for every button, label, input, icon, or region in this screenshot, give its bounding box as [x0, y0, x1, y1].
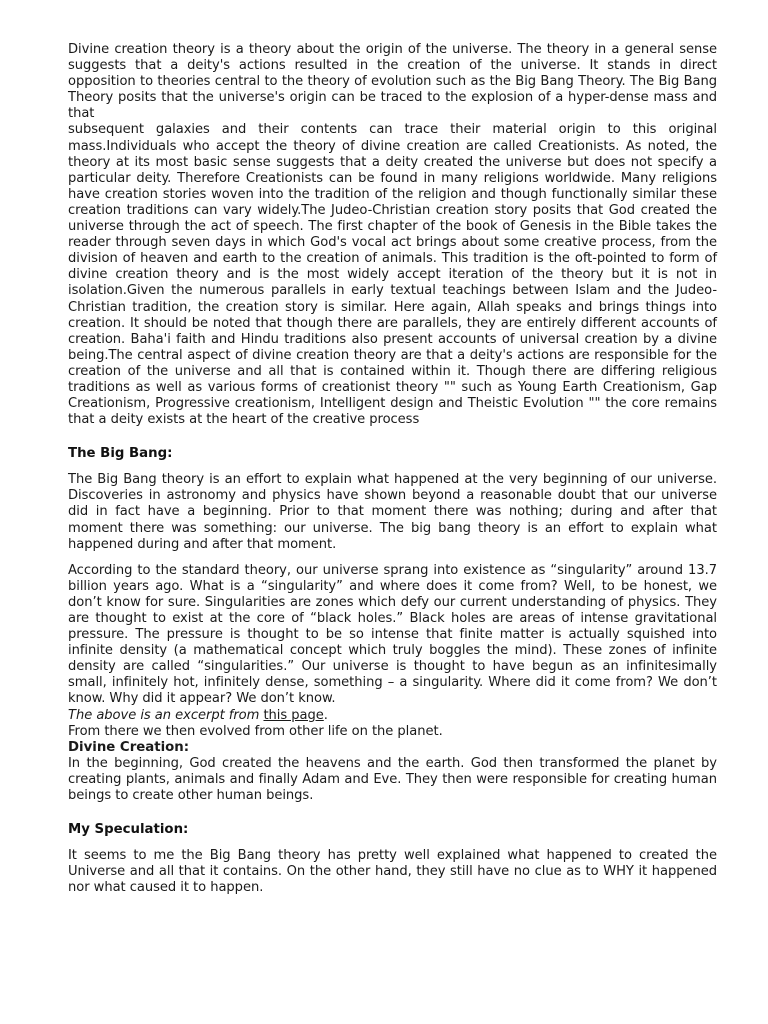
big-bang-heading: The Big Bang:	[68, 446, 173, 462]
intro-paragraph-2: subsequent galaxies and their contents can trace their material origin to this original mass.Individuals who accept the theory of divine creation are called Creationists. As noted, the theory at its most basic sense suggests that a deity created the universe but does not specify a particular deity. Therefore Creationists can be found in many religions worldwide. Many religions have creation stories woven into the tradition of the religion and though functionally similar these creation traditions can vary widely.The Judeo-Christian creation story posits that God created the universe through the act of speech. The first chapter of the book of Genesis in the Bible takes the reader through seven days in which God's vocal act brings about some creative process, from the division of heaven and earth to the creation of animals. This tradition is the oft-pointed to form of divine creation theory and is the most widely accept iteration of the theory but it is not in isolation.Given the numerous parallels in early textual teachings between Islam and the Judeo-Christian tradition, the creation story is similar. Here again, Allah speaks and brings things into creation. It should be noted that though there are parallels, they are entirely different accounts of creation. Baha'i faith and Hindu traditions also present accounts of universal creation by a divine being.The central aspect of divine creation theory are that a deity's actions are responsible for the creation of the universe and all that is contained within it. Though there are differing religious traditions as well as various forms of creationist theory "" such as Young Earth Creationism, Gap Creationism, Progressive creationism, Intelligent design and Theistic Evolution "" the core remains that a deity exists at the heart of the creative process	[68, 122, 717, 428]
my-speculation-heading: My Speculation:	[68, 822, 189, 838]
big-bang-paragraph-2: According to the standard theory, our universe sprang into existence as “singularity” around 13.7 billion years ago. What is a “singularity” and where does it come from? Well, to be honest, we don’t know for sure. Singularities are zones which defy our current understanding of physics. They are thought to exist at the core of “black holes.” Black holes are areas of intense gravitational pressure. The pressure is thought to be so intense that finite matter is actually squished into infinite density (a mathematical concept which truly boggles the mind). These zones of infinite density are called “singularities.” Our universe is thought to have begun as an infinitesimally small, infinitely hot, infinitely dense, something – a singularity. Where did it come from? We don’t know. Why did it appear? We don’t know.	[68, 562, 717, 707]
evolved-line: From there we then evolved from other life on the planet.	[68, 723, 443, 739]
excerpt-prefix: The above is an excerpt from	[68, 707, 260, 723]
excerpt-suffix: .	[323, 707, 328, 723]
divine-creation-paragraph: In the beginning, God created the heavens and the earth. God then transformed the planet by creating plants, animals and finally Adam and Eve. They then were responsible for creating human beings to create other human beings.	[68, 755, 717, 804]
document-page	[68, 42, 717, 896]
intro-paragraph-1: Divine creation theory is a theory about the origin of the universe. The theory in a general sense suggests that a deity's actions resulted in the creation of the universe. It stands in direct opposition to theories central to the theory of evolution such as the Big Bang Theory. The Big Bang Theory posits that the universe's origin can be traced to the explosion of a hyper-dense mass and that	[68, 42, 717, 122]
excerpt-note	[68, 708, 717, 724]
this-page-link[interactable]: this page	[263, 707, 324, 723]
divine-creation-heading: Divine Creation:	[68, 739, 190, 755]
big-bang-paragraph-1: The Big Bang theory is an effort to explain what happened at the very beginning of our universe. Discoveries in astronomy and physics have shown beyond a reasonable doubt that our universe did in fact have a beginning. Prior to that moment there was nothing; during and after that moment there was something: our universe. The big bang theory is an effort to explain what happened during and after that moment.	[68, 472, 717, 552]
my-speculation-paragraph: It seems to me the Big Bang theory has pretty well explained what happened to created the Universe and all that it contains. On the other hand, they still have no clue as to WHY it happened nor what caused it to happen.	[68, 848, 717, 896]
